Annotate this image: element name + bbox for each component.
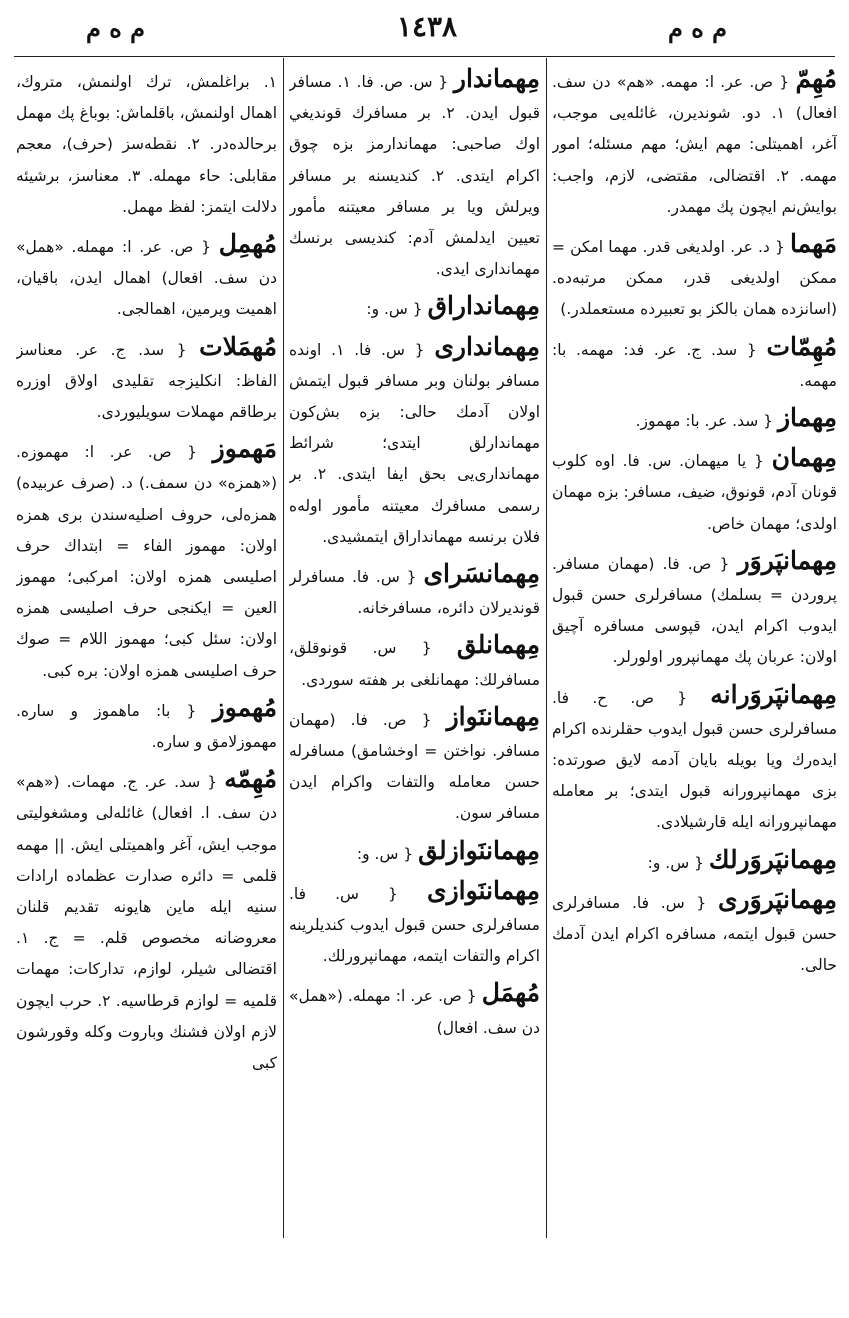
headword: مِهمانپَروَرانه — [710, 679, 837, 709]
dictionary-entry — [16, 432, 277, 687]
headword: مُهِمّات — [766, 331, 837, 361]
definition: { س. فا. ١. اونده مسافر بولنان وبر مسافر قبول ایتمش اولان آدمك حالی: بزه بش‌کون مهماندارلق ایتدی؛ شرائط مهمانداری‌یی بحق ایفا ایتدی. ٢. بر رسمی مسافرك معیتنه مأمور اوله‌ه فلان برنسه مهمانداراق ایتمشیدی. — [289, 340, 540, 546]
headword: مِهمانلق — [456, 630, 540, 660]
definition: { س. فا. مسافرلری حسن قبول ایدوب کندیلرینه اکرام والتفات ایتمه، مهمانپرورلك. — [289, 884, 540, 966]
dictionary-entry — [552, 441, 837, 540]
definition: { س. فا. مسافرلری حسن قبول ایتمه، مسافره اکرام ایدن آدمك حالی. — [552, 893, 837, 975]
header-right: م ه م — [667, 14, 727, 43]
definition: { س. ص. فا. ١. مسافر قبول ایدن. ٢. بر مسافرك قونديغي اوك صاحبی: مهماندارمز بزه چوق اکرام ایتدی. ٢. کندیسنه بر مسافر ویرلش ویا بر مسافر معیتنه مأمور تعیین ایدلمش آدم: کندیسی برنسك مهمانداری ایدی. — [289, 73, 540, 279]
headword: مِهماننَواز — [446, 701, 540, 731]
column-middle — [289, 62, 540, 1242]
headword: مُهِمّ — [795, 64, 837, 93]
headword: مِهمانپَروَری — [717, 884, 837, 914]
column-divider — [283, 58, 284, 1238]
headword: مِهماننَوازلق — [418, 835, 540, 865]
headword: مَهموز — [212, 434, 277, 464]
dictionary-entry — [289, 62, 540, 285]
headword: مُهمِل — [218, 229, 277, 259]
headword: مِهمانسَرای — [423, 559, 540, 589]
headword: مُهموز — [212, 692, 277, 722]
dictionary-entry — [552, 401, 837, 437]
definition: { یا میهمان. س. فا. اوه کلوب قونان آدم، قونوق، ضیف، مسافر: بزه مهمان اولدی؛ مهمان خاص. — [552, 452, 837, 533]
headword: مُهِمّه — [224, 764, 277, 794]
dictionary-entry — [16, 330, 277, 429]
dictionary-entry — [16, 691, 277, 758]
dictionary-entry — [289, 700, 540, 830]
headword: مُهمَل — [481, 978, 540, 1008]
headword: مِهماننَوازی — [427, 875, 540, 905]
definition: { سد. عر. با: مهموز. — [635, 412, 773, 431]
headword: مَهما — [790, 229, 837, 259]
dictionary-entry — [289, 557, 540, 624]
dictionary-entry — [289, 874, 540, 973]
definition: { ص. ح. فا. مسافرلری حسن قبول ایدوب حقلرنده اکرام ایده‌رك ویا بویله بایان آدمه لایق صورتده: بزی مهمانپرورانه قبول ایتدی؛ بر معامله مهمانپرورانه ایله قارشیلادی. — [552, 688, 837, 832]
dictionary-entry — [552, 883, 837, 982]
dictionary-entry — [552, 227, 837, 326]
definition: { د. عر. اولدیغی قدر. مهما امکن = ممکن اولدیغی قدر، ممکن مرتبه‌ده. (اسانزده همان بالکز بو تعبیرده مستعملدر.) — [552, 238, 837, 319]
definition: { س. فا. مسافرلر قونديرلان دائره، مسافرخانه. — [289, 568, 540, 618]
headword: مِهمانپَروَرلك — [708, 844, 837, 874]
definition: { س. و: — [356, 844, 414, 863]
definition: { ص. عر. ا: مهمه. «هم» دن سف. افعال) ١. دو. شوندیرن، غائله‌یی موجب، آغر، اهمیتلی: مهم ایش؛ مهم مسئله؛ امور مهمه. ٢. اقتضالی، مقتضی، لازم، واجب: بوایش‌نم ایچون پك مهمدر. — [552, 73, 837, 216]
definition: { با: ماهموز و ساره. مهموزلامق و ساره. — [16, 701, 277, 752]
dictionary-entry — [552, 843, 837, 879]
definition: { سد. عر. ج. مهمات. («هم» دن سف. ا. افعال) غائله‌لی ومشغولیتی موجب ایش، آغر واهمیتلی ایش. || مهمه قلمی = دائره صدارت عظماده ارادات سنیه ایله ماین هایونه تقدیم قلنان معروضانه مخصوص قلم. = ج. ١. اقتضالی شیلر، لوازم، تدارکات: مهمات قلمیه = لوازم قرطاسیه. ٢. حرب ایچون لازم اولان فشنك وباروت وکله وقورشون کبی — [16, 773, 277, 1073]
definition: { ص. عر. ا: مهمله. «همل» دن سف. افعال) اهمال ایدن، باقیان، اهمیت ویرمین، اهمالجی. — [16, 238, 277, 319]
headword: مِهمانپَروَر — [737, 545, 837, 575]
dictionary-entry — [552, 544, 837, 674]
definition: ١. براغلمش، ترك اولنمش، متروك، اهمال اولنمش، باقلماش: بوباغ پك مهمل برحالده‌در. ٢. نقطه‌سز (حرف)، معجم مقابلی: حاء مهمله. ٣. معناسز، برشیئه دلالت ایتمز: لفظ مهمل. — [16, 73, 277, 216]
dictionary-entry — [16, 762, 277, 1079]
dictionary-entry — [289, 330, 540, 553]
dictionary-entry — [16, 227, 277, 326]
dictionary-entry — [289, 289, 540, 325]
definition: { سد. ج. عر. فد: مهمه. با: مهمه. — [552, 340, 837, 390]
headword: مِهمان — [771, 443, 837, 473]
dictionary-entry — [552, 678, 837, 839]
headword: مُهمَلات — [199, 331, 277, 361]
dictionary-entry — [552, 62, 837, 223]
definition: { ص. فا. (مهمان مسافر. پروردن = بسلمك) مسافرلری حسن قبول ایدوب اکرام ایدن، قپوسی مسافره آچیق اولان: عربان پك مهمانپرور اولورلر. — [552, 554, 837, 667]
column-divider — [546, 58, 547, 1238]
definition: { س. و: — [647, 853, 704, 872]
headword: مِهماندار — [453, 64, 540, 93]
page-header — [0, 0, 849, 66]
dictionary-entry — [289, 976, 540, 1043]
column-left — [16, 62, 277, 1242]
definition: { ص. فا. (مهمان مسافر. نواختن = اوخشامق) مسافرله حسن معامله والتفات واکرام ایدن مسافر سون. — [289, 710, 540, 823]
dictionary-entry — [289, 628, 540, 695]
column-right — [552, 62, 837, 1242]
page-number: ١٤٣٨ — [396, 10, 458, 43]
header-left: م ه م — [86, 14, 146, 43]
dictionary-entry — [289, 834, 540, 870]
headword: مِهمانداری — [434, 331, 540, 361]
dictionary-entry — [552, 330, 837, 397]
headword: مِهمانداراق — [427, 291, 540, 321]
definition: { ص. عر. ا: مهموزه. («همزه» دن سمف.) د. (صرف عربیده) همزه‌لی، حروف اصلیه‌سندن بری همزه اولان: مهموز الفاء = ابتداك حرف اصلیسی همزه اولان: امرکبی؛ مهموز العین = ایکنجی حرف اصلیسی همزه اولان: سئل کبی؛ مهموز اللام = صوك حرف اصلیسی همزه اولان: بره کبی. — [16, 443, 277, 680]
definition: { س. و: — [366, 300, 423, 319]
dictionary-entry — [16, 62, 277, 223]
header-rule — [14, 56, 835, 57]
definition: { ص. عر. ا: مهمله. («همل» دن سف. افعال) — [289, 987, 540, 1037]
headword: مِهماز — [777, 403, 837, 433]
definition: { س. قونوقلق، مسافرلك: مهمانلغی بر هفته سوردی. — [289, 639, 540, 689]
definition: { سد. ج. عر. معناسز الفاظ: انکلیزجه تقلیدی اولاق اوزره برطاقم مهملات سویلیوردی. — [16, 340, 277, 422]
